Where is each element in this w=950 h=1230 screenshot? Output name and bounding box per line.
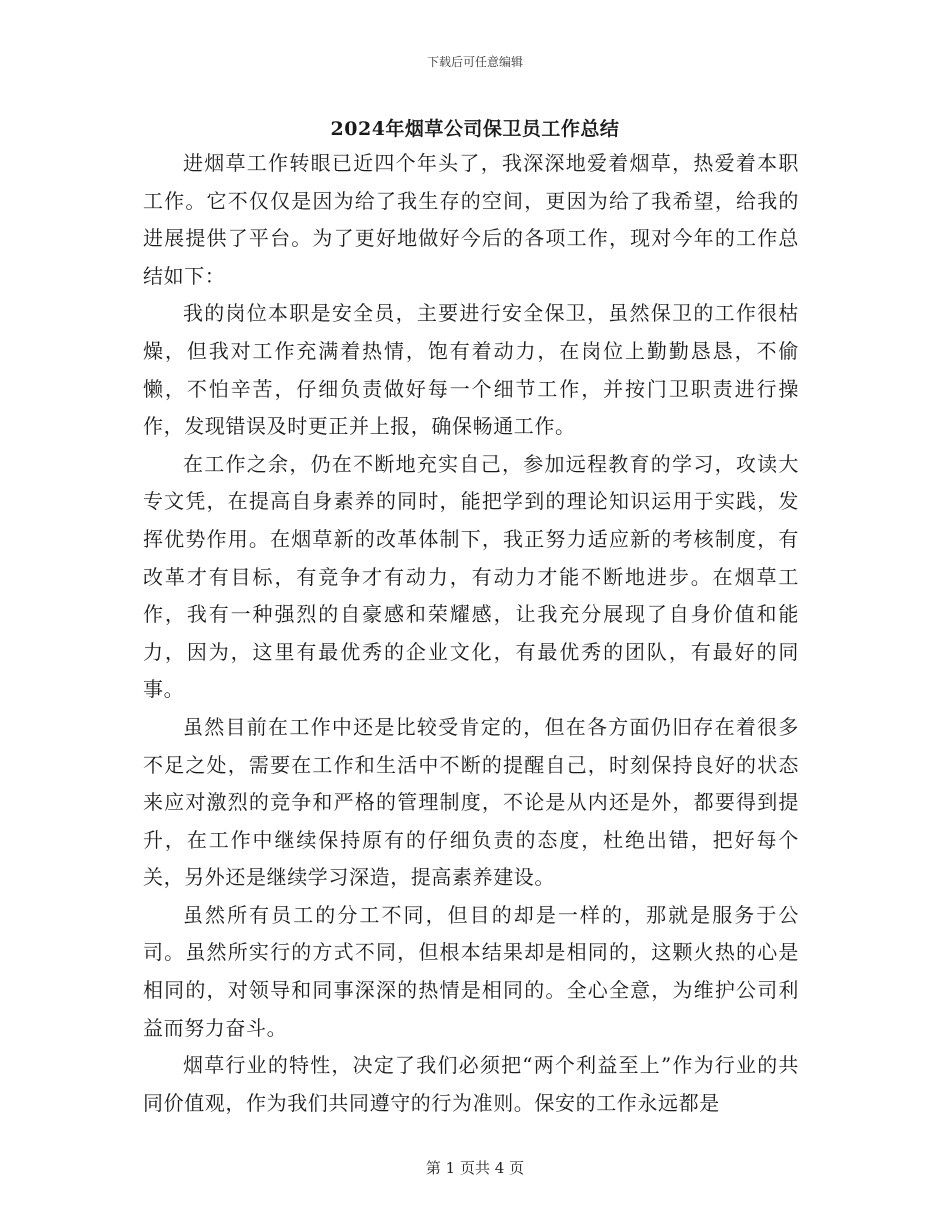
page-header: 下载后可任意编辑 [426, 55, 523, 69]
document-body [143, 145, 799, 1122]
paragraph: 进烟草工作转眼已近四个年头了，我深深地爱着烟草，热爱着本职工作。它不仅仅是因为给了我生存的空间，更因为给了我希望，给我的进展提供了平台。为了更好地做好今后的各项工作，现对今年的工作总结如下： [143, 151, 799, 288]
paragraph: 烟草行业的特性，决定了我们必须把“两个利益至上”作为行业的共同价值观，作为我们共同遵守的行为准则。保安的工作永远都是 [143, 1053, 799, 1115]
paragraph: 虽然目前在工作中还是比较受肯定的，但在各方面仍旧存在着很多不足之处，需要在工作和生活中不断的提醒自己，时刻保持良好的状态来应对激烈的竞争和严格的管理制度，不论是从内还是外，都要得到提升，在工作中继续保持原有的仔细负责的态度，杜绝出错，把好每个关，另外还是继续学习深造，提高素养建设。 [143, 714, 799, 890]
page-number-footer: 第 1 页共 4 页 [425, 1159, 525, 1177]
document-title: 2024年烟草公司保卫员工作总结 [330, 118, 620, 140]
paragraph: 我的岗位本职是安全员，主要进行安全保卫，虽然保卫的工作很枯燥，但我对工作充满着热情，饱有着动力，在岗位上勤勤恳恳，不偷懒，不怕辛苦，仔细负责做好每一个细节工作，并按门卫职责进行操作，发现错误及时更正并上报，确保畅通工作。 [143, 301, 799, 439]
paragraph: 在工作之余，仍在不断地充实自己，参加远程教育的学习，攻读大专文凭，在提高自身素养的同时，能把学到的理论知识运用于实践，发挥优势作用。在烟草新的改革体制下，我正努力适应新的考核制度，有改革才有目标，有竞争才有动力，有动力才能不断地进步。在烟草工作，我有一种强烈的自豪感和荣耀感，让我充分展现了自身价值和能力，因为，这里有最优秀的企业文化，有最优秀的团队，有最好的同事。 [143, 451, 799, 702]
paragraph: 虽然所有员工的分工不同，但目的却是一样的，那就是服务于公司。虽然所实行的方式不同，但根本结果却是相同的，这颗火热的心是相同的，对领导和同事深深的热情是相同的。全心全意，为维护公司利益而努力奋斗。 [143, 902, 799, 1040]
